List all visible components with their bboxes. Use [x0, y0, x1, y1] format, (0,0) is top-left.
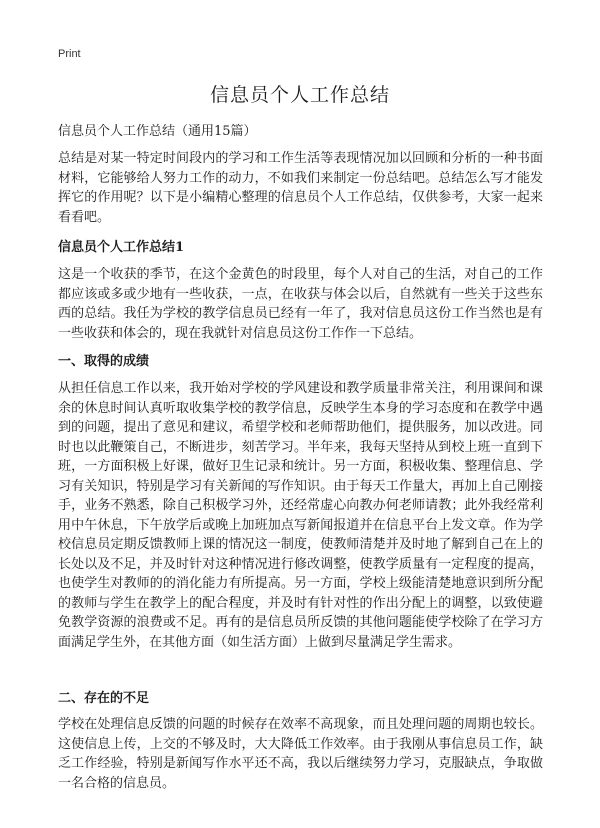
shortcomings-heading: 二、存在的不足 — [58, 691, 150, 706]
section1-paragraph: 这是一个收获的季节，在这个金黄色的时段里，每个人对自己的生活，对自己的工作都应该或多或少地有一些收获，一点，在收获与体会以后，自然就有一些关于这些东西的总结。我任为学校的教学信息员已经有一年了，我对信息员这份工作当然也是有一些收获和体会的，现在我就针对信息员这份工作作一下总结。 — [58, 267, 543, 341]
section1-heading: 信息员个人工作总结1 — [58, 240, 185, 255]
shortcomings-paragraph: 学校在处理信息反馈的问题的时候存在效率不高现象，而且处理问题的周期也较长。这使信息上传，上交的不够及时，大大降低工作效率。由于我刚从事信息员工作，缺乏工作经验，特别是新闻写作水平还不高，我以后继续努力学习，克服缺点，争取做一名合格的信息员。 — [58, 717, 543, 791]
section1-block — [58, 265, 543, 343]
shortcomings-heading-block — [58, 687, 543, 706]
achievements-heading: 一、取得的成绩 — [58, 354, 150, 369]
achievements-block — [58, 379, 543, 652]
achievements-heading-block — [58, 350, 543, 369]
shortcomings-block — [58, 715, 543, 793]
document-title: 信息员个人工作总结 — [209, 84, 390, 106]
intro-paragraph: 总结是对某一特定时间段内的学习和工作生活等表现情况加以回顾和分析的一种书面材料，它能够给人努力工作的动力，不如我们来制定一份总结吧。总结怎么写才能发挥它的作用呢？以下是小编精心整理的信息员个人工作总结，仅供参考，大家一起来看看吧。 — [58, 151, 543, 225]
achievements-paragraph: 从担任信息工作以来，我开始对学校的学风建设和教学质量非常关注，利用课间和课余的休息时间认真听取收集学校的教学信息，反映学生本身的学习态度和在教学中遇到的问题，提出了意见和建议，希望学校和老师帮助他们，提供服务，加以改进。同时也以此鞭策自己，不断进步，刻苦学习。半年来，我每天坚持从到校上班一直到下班，一方面积极上好课，做好卫生记录和统计。另一方面，积极收集、整理信息、学习有关知识，特别是学习有关新闻的写作知识。由于每天工作量大，再加上自己刚接手，业务不熟悉，除自己积极学习外，还经常虚心向教办何老师请教；此外我经常利用中午休息，下午放学后或晚上加班加点写新闻报道并在信息平台上发文章。作为学校信息员定期反馈教师上课的情况这一制度，使教师清楚并及时地了解到自己在上的长处以及不足，并及时针对这种情况进行修改调整，使教学质量有一定程度的提高，也使学生对教师的的消化能力有所提高。另一方面，学校上级能清楚地意识到所分配的教师与学生在教学上的配合程度，并及时有针对性的作出分配上的调整，以致使避免教学资源的浪费或不足。再有的是信息员所反馈的其他问题能使学校除了在学习方面满足学生外，在其他方面（如生活方面）上做到尽量满足学生需求。 — [58, 381, 543, 650]
print-link[interactable]: Print — [58, 48, 81, 60]
intro-block — [58, 149, 543, 227]
document-subtitle: 信息员个人工作总结（通用15篇） — [58, 124, 257, 139]
section1-heading-block — [58, 236, 543, 255]
